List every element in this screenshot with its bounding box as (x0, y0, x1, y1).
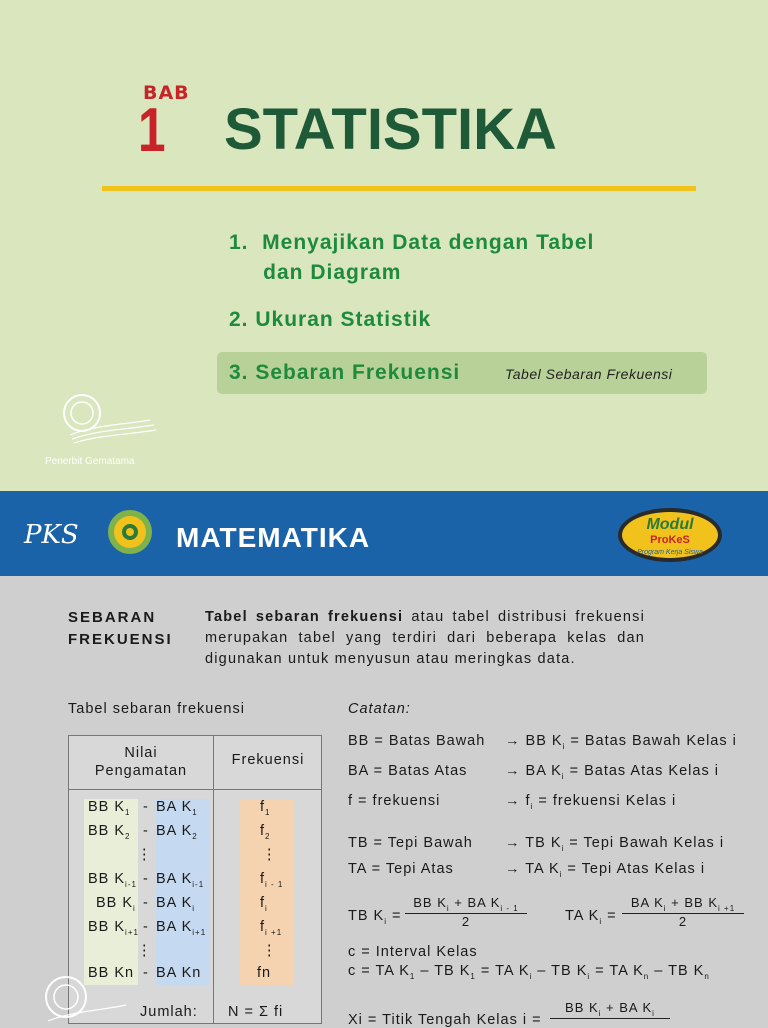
section-heading-line1: SEBARAN (68, 609, 157, 626)
catatan-meaning: → BA $K_i$ = Batas Atas Kelas i (505, 763, 719, 781)
frequency-cell: $f_{i +1}$ (260, 919, 283, 937)
range-dash: - (143, 823, 149, 839)
toc-item-1[interactable] (229, 228, 729, 288)
range-dash: - (143, 871, 149, 887)
ba-cell: BA $K_{i+1}$ (156, 919, 207, 937)
svg-text:ProKeS: ProKeS (650, 534, 690, 546)
pks-logo-text: PKS (24, 520, 79, 550)
section-heading-line2: FREKUENSI (68, 631, 173, 648)
frequency-cell: $f_2$ (260, 823, 271, 841)
section-definition (205, 607, 645, 670)
tb-formula-numerator: BB $K_i$ + BA $K_{i - 1}$ (413, 895, 519, 913)
table-header-nilai-line1: Nilai (124, 745, 158, 761)
ba-cell: BA Kn (156, 965, 202, 981)
table-divider (213, 735, 214, 1024)
tb-formula-denominator: 2 (461, 914, 471, 929)
chapter-title: STATISTIKA (224, 97, 557, 162)
catatan-title: Catatan: (348, 701, 411, 717)
definition-term: Tabel sebaran frekuensi (205, 609, 404, 625)
section-heading (68, 607, 173, 651)
catatan-meaning: → $f_i$ = frekuensi Kelas i (505, 793, 677, 811)
dots-bb-ellipsis: ⋮ (137, 847, 153, 863)
catatan-term: BA = Batas Atas (348, 763, 468, 779)
toc-item-2[interactable]: 2. Ukuran Statistik (229, 308, 432, 331)
ta-formula-lhs: TA $K_i$ = (565, 908, 617, 926)
dots-bb-ellipsis: ⋮ (137, 943, 153, 959)
xi-formula-fraction (550, 1000, 670, 1019)
publisher-logo-icon (50, 385, 160, 465)
svg-text:Modul: Modul (646, 516, 694, 533)
table-total-value: N = Σ fi (228, 1004, 284, 1020)
svg-text:Program Kerja Siswa: Program Kerja Siswa (637, 549, 703, 556)
interval-definition: c = Interval Kelas (348, 944, 478, 960)
range-dash: - (143, 895, 149, 911)
ba-cell: BA $K_i$ (156, 895, 196, 913)
ta-formula-denominator: 2 (678, 914, 688, 929)
bb-cell: BB $K_{i-1}$ (88, 871, 137, 889)
catatan-meaning: → TB $K_i$ = Tepi Bawah Kelas i (505, 835, 725, 853)
tb-formula-lhs: TB $K_i$ = (348, 908, 402, 926)
frequency-cell: $f_{i - 1}$ (260, 871, 284, 889)
pks-logo-icon (22, 505, 162, 560)
bab-number: 1 (138, 96, 166, 165)
dots-f-ellipsis: ⋮ (262, 847, 278, 863)
bb-cell: BB Kn (88, 965, 135, 981)
frequency-cell: $f_i$ (260, 895, 268, 913)
publisher-logo-watermark-icon (38, 965, 128, 1024)
bb-cell: BB $K_i$ (96, 895, 136, 913)
ba-cell: BA $K_1$ (156, 799, 198, 817)
table-total-label: Jumlah: (140, 1004, 198, 1020)
ta-formula-numerator: BA $K_i$ + BB $K_{i +1}$ (630, 895, 736, 913)
table-header-nilai (70, 744, 212, 780)
publisher-name: Penerbit Gematama (45, 456, 135, 467)
table-header-divider (68, 789, 322, 790)
xi-formula-numerator: BB $K_i$ + BA $K_i$ (565, 1000, 655, 1018)
toc-item-3[interactable]: 3. Sebaran Frekuensi (229, 361, 461, 384)
title-underline (102, 186, 696, 191)
catatan-meaning: → BB $K_i$ = Batas Bawah Kelas i (505, 733, 737, 751)
subject-title: MATEMATIKA (176, 522, 371, 553)
ba-cell: BA $K_2$ (156, 823, 198, 841)
catatan-meaning: → TA $K_i$ = Tepi Atas Kelas i (505, 861, 706, 879)
ta-formula-fraction (622, 895, 744, 929)
ba-cell: BA $K_{i-1}$ (156, 871, 205, 889)
toc-item-1-label: 1. Menyajikan Data dengan Tabel dan Diagram (229, 231, 595, 284)
frequency-cell: fn (257, 965, 272, 981)
frequency-cell: $f_1$ (260, 799, 271, 817)
catatan-term: BB = Batas Bawah (348, 733, 486, 749)
modul-prokes-logo-icon (615, 505, 725, 565)
catatan-term: TA = Tepi Atas (348, 861, 454, 877)
range-dash: - (143, 799, 149, 815)
dots-f-ellipsis: ⋮ (262, 943, 278, 959)
xi-formula-lhs: Xi = Titik Tengah Kelas i = (348, 1012, 542, 1028)
range-dash: - (143, 965, 149, 981)
definition-text: atau tabel distribusi frekuensi merupakan tabel yang terdiri dari beberapa kelas dan digunakan untuk menyusun atau meringkas data. (205, 609, 645, 667)
bb-cell: BB $K_1$ (88, 799, 131, 817)
catatan-term: f = frekuensi (348, 793, 441, 809)
catatan-term: TB = Tepi Bawah (348, 835, 473, 851)
table-caption: Tabel sebaran frekuensi (68, 701, 245, 717)
xi-fraction-bar (550, 1018, 670, 1019)
tb-formula-fraction (405, 895, 527, 929)
bb-cell: BB $K_{i+1}$ (88, 919, 139, 937)
bab-label: BAB (143, 82, 190, 104)
range-dash: - (143, 919, 149, 935)
bb-cell: BB $K_2$ (88, 823, 131, 841)
toc-item-3-subtopic[interactable]: Tabel Sebaran Frekuensi (505, 366, 673, 382)
table-header-nilai-line2: Pengamatan (94, 763, 188, 779)
table-header-frekuensi: Frekuensi (231, 752, 305, 768)
interval-formula: c = TA $K_1$ – TB $K_1$ = TA $K_i$ – TB $K_i$ = TA $K_n$ – TB $K_n$ (348, 963, 710, 981)
